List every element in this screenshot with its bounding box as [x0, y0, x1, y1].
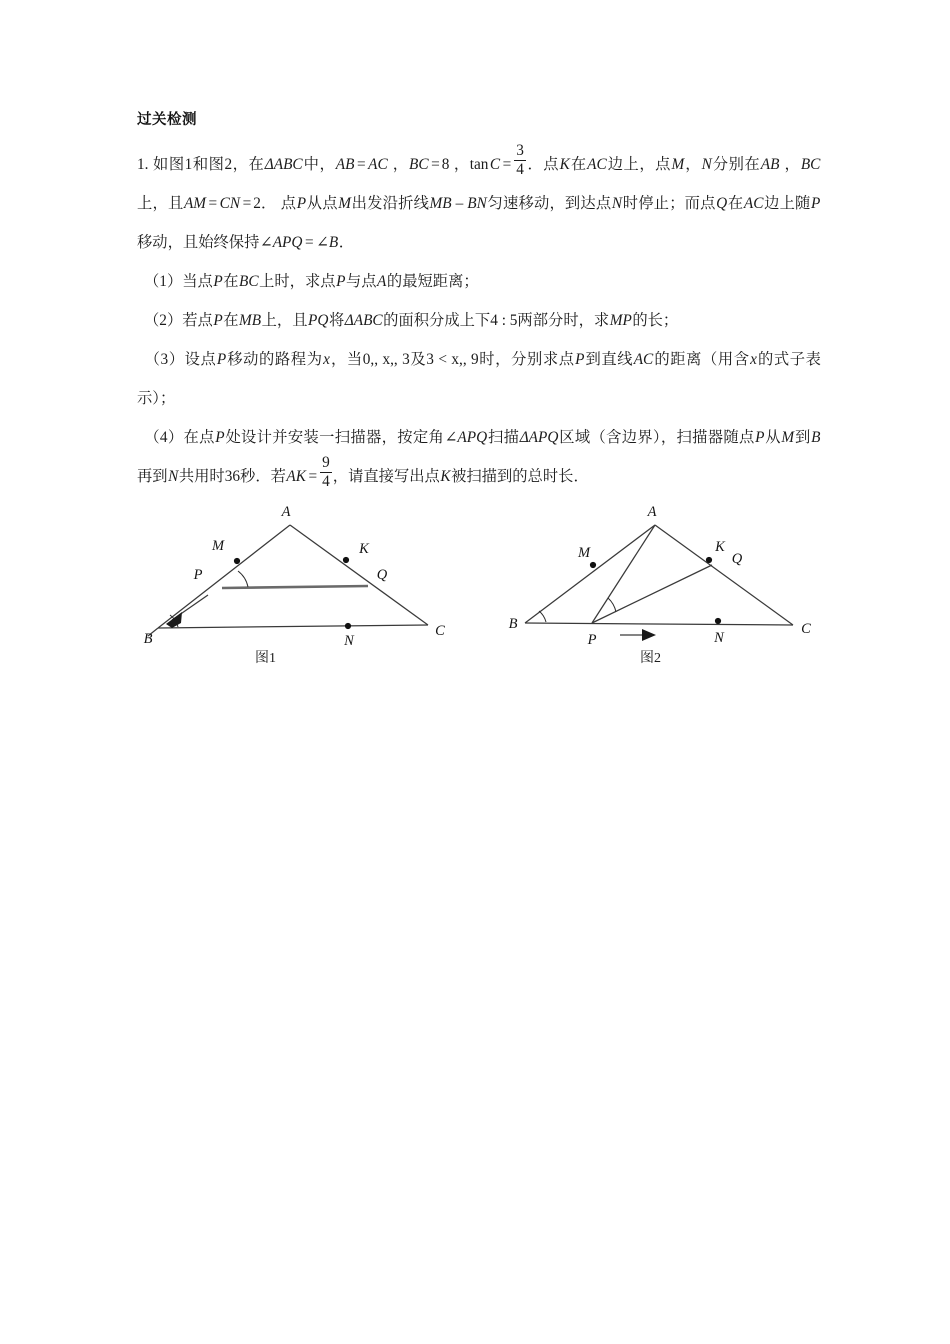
stem-period-3: ． [338, 234, 355, 251]
stem-comma-1: ， [392, 156, 409, 173]
fraction-numerator: 3 [516, 142, 524, 160]
part4-text-l: 被扫描到的总时长． [451, 468, 589, 485]
stem-text-15: 匀速移动，到达 [487, 195, 596, 212]
stem-text-5: 点 [543, 156, 560, 173]
label-a: A [281, 504, 291, 520]
stem-text-17: 时停止；而点 [622, 195, 716, 212]
stem-cn: CN [219, 195, 241, 212]
part4-segment-ak: AK [286, 468, 306, 485]
stem-fig1-num: 1 [184, 156, 193, 173]
motion-arrow-head-2 [642, 629, 656, 641]
problem-part-3 [137, 340, 821, 418]
part3-point-p: P [216, 351, 227, 368]
problem-stem [137, 142, 821, 262]
part4-equals: = [308, 468, 318, 485]
label-b-2: B [508, 616, 518, 632]
part4-text-c: 扫描 [487, 429, 520, 446]
part2-segment-mp: MP [609, 312, 632, 329]
page-title: 过关检测 [137, 112, 197, 128]
part3-marker: （3） [144, 351, 185, 368]
label-q: Q [376, 567, 388, 583]
stem-bc: BC [409, 156, 429, 173]
stem-text-12: 点 [280, 195, 297, 212]
stem-equals-5: = [304, 234, 314, 251]
stem-text-4: 中， [303, 156, 336, 173]
problem-part-2 [137, 301, 821, 340]
label-b: B [143, 631, 153, 647]
part4-text-g: 到 [794, 429, 811, 446]
part4-text-b: 处设计并安装一扫描器，按定角 [225, 429, 445, 446]
part1-text-d: 与点 [345, 273, 377, 290]
stem-ac: AC [368, 156, 388, 173]
stem-bc-value: 8 [441, 156, 450, 173]
part4-text-j: 秒．若 [240, 468, 286, 485]
stem-point-n: N [701, 156, 712, 173]
fraction-numerator-2: 9 [322, 454, 330, 472]
part1-point-a: A [377, 273, 387, 290]
figure-1-caption: 图1 [255, 651, 276, 666]
part4-text-a: 在点 [183, 429, 215, 446]
part1-text-e: 的最短距离； [386, 273, 479, 290]
part2-marker: （2） [144, 312, 183, 329]
stem-tan-variable: C [489, 156, 501, 173]
part1-marker: （1） [144, 273, 183, 290]
part1-text-a: 当点 [182, 273, 213, 290]
part3-text-h: 的式子表示）； [137, 351, 821, 407]
stem-text-20: 移动，且始终保持 [137, 234, 260, 251]
part1-point-p-2: P [336, 273, 346, 290]
problem-number: 1. [137, 156, 149, 173]
part4-point-p-2: P [755, 429, 765, 446]
angle-arc-p [238, 571, 248, 587]
stem-period-1: ． [526, 156, 544, 173]
part4-point-p: P [215, 429, 225, 446]
stem-triangle-abc: ΔABC [264, 156, 303, 173]
part2-text-b: 在 [223, 312, 239, 329]
stem-equals-2: = [431, 156, 440, 173]
label-k-2: K [715, 539, 725, 555]
stem-tan-equals: = [502, 156, 512, 173]
stem-text-18: 在 [727, 195, 744, 212]
stem-text-16: 点 [595, 195, 612, 212]
stem-point-m-2: M [338, 195, 351, 212]
part3-variable-x-2: x [750, 351, 757, 368]
point-n-dot-2 [715, 618, 721, 624]
label-a-2: A [647, 504, 657, 520]
label-q-2: Q [731, 551, 743, 567]
stem-angle-apq: ∠APQ [259, 234, 303, 251]
part3-point-p-2: P [575, 351, 585, 368]
part1-side-bc: BC [239, 273, 259, 290]
part4-time-value: 36 [224, 468, 241, 485]
figures-container [0, 495, 950, 695]
part4-text-k: ，请直接写出点 [332, 468, 440, 485]
stem-text-2: 和图 [192, 156, 225, 173]
part4-point-k: K [440, 468, 451, 485]
stem-equals-4: = [242, 195, 252, 212]
stem-point-n-2: N [611, 195, 623, 212]
label-p-2: P [587, 632, 597, 648]
stem-point-q: Q [716, 195, 728, 212]
part1-point-p: P [213, 273, 223, 290]
stem-text-3: ，在 [232, 156, 265, 173]
segment-bc-line-2 [525, 623, 793, 625]
part4-triangle-apq: ΔAPQ [519, 429, 559, 446]
part2-ratio: 4 : 5 [490, 312, 518, 329]
stem-comma-2: ， [453, 156, 470, 173]
angle-arc-p-2 [608, 598, 616, 612]
point-m-dot-2 [590, 562, 596, 568]
stem-text-14: 出发沿折线 [351, 195, 430, 212]
label-c-2: C [801, 621, 811, 637]
fraction-denominator: 4 [516, 161, 524, 179]
stem-equals-3: = [208, 195, 218, 212]
part3-line-ac: AC [633, 351, 654, 368]
stem-text-9: 分别在 [712, 156, 761, 173]
stem-text-19: 边上随 [763, 195, 811, 212]
part2-triangle-abc: ΔABC [344, 312, 383, 329]
stem-equals-1: = [357, 156, 366, 173]
figure-2-svg [480, 495, 860, 655]
label-c: C [435, 623, 445, 639]
segment-ac-line [290, 525, 428, 625]
stem-text-1: 如图 [152, 156, 185, 173]
stem-point-p-2: P [811, 195, 821, 212]
label-k: K [359, 541, 369, 557]
part4-text-i: 共用时 [178, 468, 225, 485]
part3-text-a: 设点 [184, 351, 217, 368]
stem-point-p: P [296, 195, 307, 212]
stem-side-ab: AB [760, 156, 780, 173]
label-m-2: M [577, 545, 591, 561]
part4-point-b: B [811, 429, 821, 446]
label-n-2: N [714, 630, 724, 646]
part4-angle-apq: ∠APQ [444, 429, 488, 446]
part3-range-1: 0,, x,, 3 [362, 351, 410, 368]
part3-text-d: 及 [409, 351, 427, 368]
stem-am: AM [183, 195, 207, 212]
point-k-dot-2 [706, 557, 712, 563]
figure-1-svg [110, 495, 490, 655]
part2-text-c: 上，且 [261, 312, 308, 329]
part2-segment-mb: MB [239, 312, 262, 329]
part3-text-c: ，当 [330, 351, 363, 368]
part2-text-a: 若点 [182, 312, 213, 329]
stem-text-8: ， [684, 156, 702, 173]
part2-point-p: P [213, 312, 223, 329]
part4-point-n: N [168, 468, 179, 485]
stem-path-mb-bn: MB – BN [429, 195, 487, 212]
part2-segment-pq: PQ [308, 312, 329, 329]
angle-arc-b-2 [539, 611, 546, 622]
stem-point-m: M [671, 156, 685, 173]
label-n: N [344, 633, 354, 649]
stem-text-13: 从点 [306, 195, 338, 212]
figure-2 [480, 495, 860, 666]
part1-text-c: 上时，求点 [259, 273, 336, 290]
stem-am-value: 2 [253, 195, 261, 212]
part1-text-b: 在 [223, 273, 239, 290]
part4-text-e: 点 [738, 429, 755, 446]
stem-text-7: 边上，点 [607, 156, 671, 173]
part4-text-h: 再到 [137, 468, 168, 485]
problem-part-1 [137, 262, 821, 301]
problem-part-4 [137, 418, 821, 496]
part3-variable-x: x [323, 351, 330, 368]
stem-tan-function: tan [469, 156, 489, 173]
part4-text-d: 区域（含边界），扫描器随 [558, 429, 739, 446]
figure-1 [110, 495, 490, 666]
stem-text-11: 上，且 [137, 195, 184, 212]
part3-text-b: 移动的路程为 [226, 351, 323, 368]
stem-side-bc: BC [800, 156, 821, 173]
part3-range-2: 3 < x,, 9 [426, 351, 479, 368]
stem-fig2-num: 2 [224, 156, 233, 173]
segment-bc-line [158, 625, 428, 628]
part3-text-g: 的距离（用含 [653, 351, 750, 368]
fraction-three-quarters [514, 143, 526, 177]
segment-pq-line [222, 586, 368, 588]
part3-text-e: 时，分别求点 [478, 351, 575, 368]
stem-angle-b: ∠B [316, 234, 339, 251]
fraction-nine-quarters [320, 455, 332, 489]
part4-text-f: 从 [764, 429, 781, 446]
stem-text-6: 在 [570, 156, 587, 173]
label-m: M [211, 538, 225, 554]
part4-point-m: M [781, 429, 795, 446]
stem-ab: AB [335, 156, 355, 173]
stem-period-2: ． [260, 195, 277, 212]
point-n-dot [345, 623, 351, 629]
point-m-dot [234, 558, 240, 564]
label-p: P [193, 567, 203, 583]
part4-marker: （4） [144, 429, 184, 446]
point-k-dot [343, 557, 349, 563]
part2-text-d: 将 [328, 312, 345, 329]
segment-ab-line-2 [525, 525, 655, 623]
stem-point-k: K [559, 156, 570, 173]
part2-text-e: 的面积分成上下 [383, 312, 491, 329]
document-content [137, 108, 821, 496]
fraction-denominator-2: 4 [322, 473, 330, 491]
part3-text-f: 到直线 [584, 351, 634, 368]
figure-2-caption: 图2 [640, 651, 661, 666]
stem-side-ac-2: AC [743, 195, 764, 212]
part2-text-g: 的长； [632, 312, 679, 329]
part2-text-f: 两部分时，求 [517, 312, 610, 329]
stem-text-10: ， [783, 156, 801, 173]
stem-side-ac: AC [587, 156, 607, 173]
